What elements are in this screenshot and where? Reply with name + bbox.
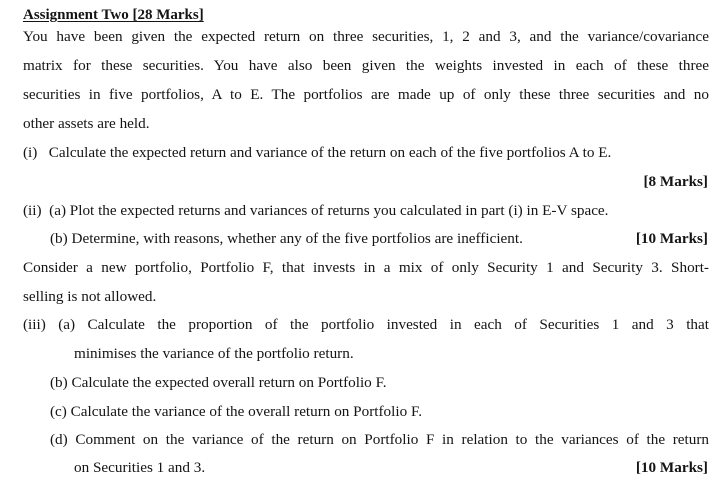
question-iii-c-text: (c) Calculate the variance of the overall return on Portfolio F. (50, 403, 423, 420)
intro-line-3: securities in five portfolios, A to E. The portfolios are made up of only these three securities and no (23, 86, 709, 103)
assignment-title: Assignment Two [28 Marks] (23, 7, 204, 23)
question-iii-d-line-2: on Securities 1 and 3. (74, 459, 206, 476)
intro-line-2: matrix for these securities. You have also been given the weights invested in each of these three (23, 57, 709, 74)
question-i-marks: [8 Marks] (643, 173, 708, 190)
question-iii-a-line-2: minimises the variance of the portfolio return. (74, 345, 354, 362)
question-ii-marks: [10 Marks] (635, 230, 708, 247)
question-i-text: (i) Calculate the expected return and variance of the return on each of the five portfolios A to E. (23, 144, 612, 161)
portfolio-f-line-2: selling is not allowed. (23, 288, 157, 305)
intro-line-1: You have been given the expected return on three securities, 1, 2 and 3, and the variance/covariance (23, 28, 709, 45)
question-iii-a-line-1: (iii) (a) Calculate the proportion of the portfolio invested in each of Securities 1 and 3 that (23, 316, 709, 333)
question-iii-marks: [10 Marks] (635, 459, 708, 476)
question-ii-b-text: (b) Determine, with reasons, whether any of the five portfolios are inefficient. (50, 230, 523, 247)
question-iii-b-text: (b) Calculate the expected overall return on Portfolio F. (50, 374, 387, 391)
portfolio-f-line-1: Consider a new portfolio, Portfolio F, that invests in a mix of only Security 1 and Security 3. Short- (23, 259, 709, 276)
intro-line-4: other assets are held. (23, 115, 150, 132)
question-iii-d-line-1: (d) Comment on the variance of the return on Portfolio F in relation to the variances of the return (50, 431, 709, 448)
question-ii-a-text: (ii) (a) Plot the expected returns and variances of returns you calculated in part (i) in E-V space. (23, 202, 609, 219)
